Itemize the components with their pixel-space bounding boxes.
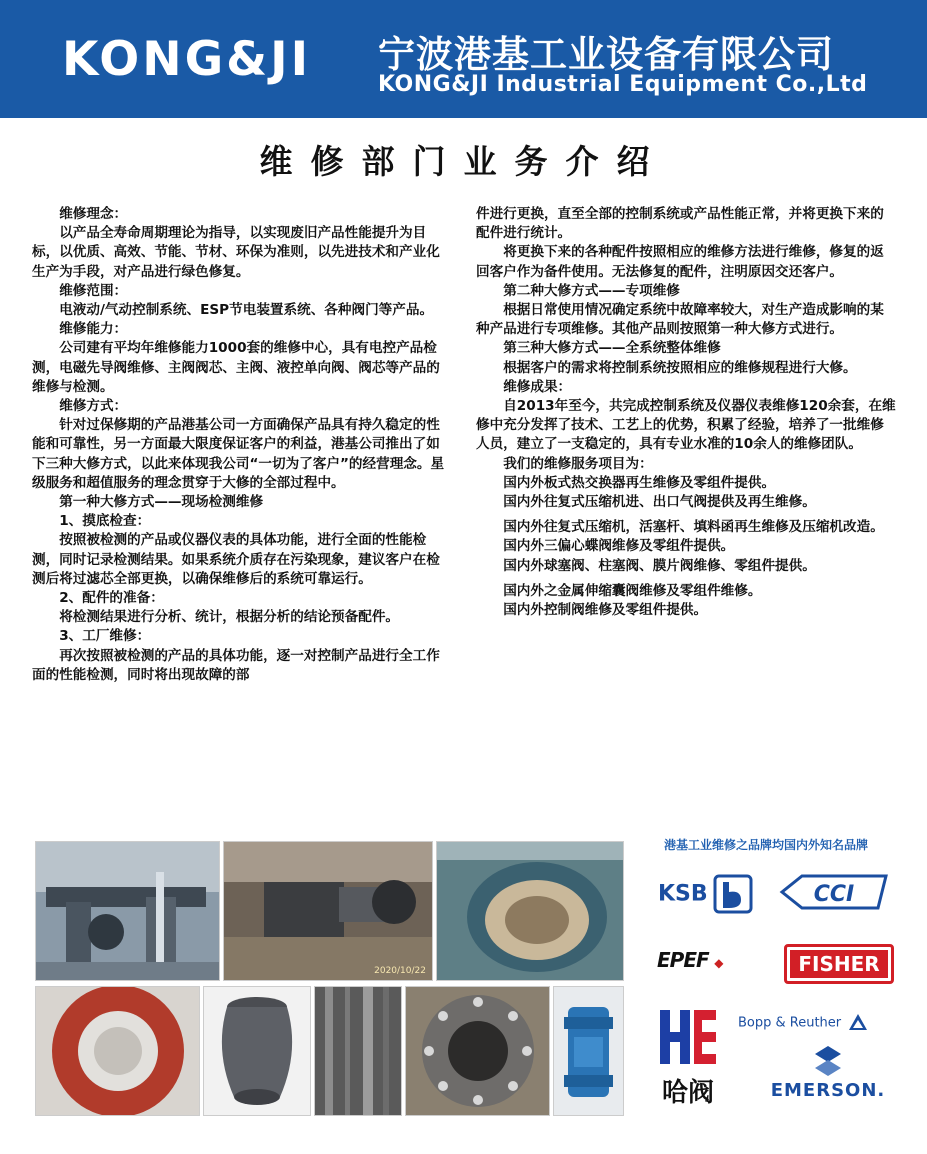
epef-mark-icon: ◆ — [714, 956, 724, 970]
heading-method: 维修方式： — [59, 398, 128, 415]
service-item: 国内外球塞阀、柱塞阀、膜片阀维修、零组件提供。 — [503, 557, 816, 574]
heading-concept: 维修理念： — [59, 206, 128, 222]
brand-epef — [657, 948, 723, 972]
company-name-cn: 宁波港基工业设备有限公司 — [378, 33, 834, 76]
fisher-label: FISHER — [790, 950, 888, 978]
heading-method-1: 第一种大修方式——现场检测维修 — [59, 494, 264, 511]
heading-step-3: 3、工厂维修： — [59, 628, 151, 645]
photo-date-stamp: 2020/10/22 — [374, 966, 426, 976]
paragraph-step-2: 将检测结果进行分析、统计，根据分析的结论预备配件。 — [59, 609, 400, 626]
brands-title: 港基工业维修之品牌均国内外知名品牌 — [664, 838, 869, 852]
paragraph-concept: 以产品全寿命周期理论为指导，以实现废旧产品性能提升为目标，以优质、高效、节能、节材、环保为准则，以先进技术和产业化生产为手段，对产品进行绿色修复。 — [32, 225, 440, 280]
paragraph-scope: 电液动/气动控制系统、ESP节电装置系统、各种阀门等产品。 — [59, 302, 434, 319]
paragraph-method-2: 根据日常使用情况确定系统中故障率较大，对生产造成影响的某种产品进行专项维修。其他产品则按照第一种大修方式进行。 — [476, 302, 884, 338]
paragraph-step-1: 按照被检测的产品或仪器仪表的具体功能，进行全面的性能检测，同时记录检测结果。如果系统介质存在污染现象，建议客户在检测后将过滤芯全部更换，以确保维修后的系统可靠运行。 — [32, 532, 440, 587]
service-item: 国内外板式热交换器再生维修及零组件提供。 — [503, 474, 776, 491]
ksb-logo-icon — [713, 874, 753, 914]
brand-ksb — [658, 874, 753, 914]
service-item: 国内外之金属伸缩囊阀维修及零组件维修。 — [503, 582, 762, 599]
brand-he — [656, 1006, 720, 1072]
brand-bopp-reuther — [738, 1012, 869, 1034]
header-banner — [0, 0, 927, 118]
paragraph-continue: 件进行更换，直至全部的控制系统或产品性能正常，并将更换下来的配件进行统计。 — [476, 206, 884, 242]
ksb-label: KSB — [658, 881, 708, 907]
left-column — [32, 205, 452, 685]
epef-label: EPEF — [657, 948, 709, 972]
paragraph-method: 针对过保修期的产品港基公司一方面确保产品具有持久稳定的性能和可靠性，另一方面最大限度保证客户的利益，港基公司推出了如下三种大修方式，以此来体现我公司“一切为了客户”的经营理念。星级服务和超值服务的理念贯穿于大修的全部过程中。 — [32, 417, 445, 491]
paragraph-capability: 公司建有平均年维修能力1000套的维修中心，具有电控产品检测，电磁先导阀维修、主阀阀芯、主阀、液控单向阀、阀芯等产品的维修与检测。 — [32, 340, 440, 395]
bopp-logo-icon — [847, 1012, 869, 1034]
page-title: 维修部门业务介绍 — [259, 142, 668, 181]
bopp-label: Bopp & Reuther — [738, 1015, 842, 1031]
svg-text:CCI: CCI — [813, 882, 855, 907]
heading-scope: 维修范围： — [59, 282, 128, 299]
heading-capability: 维修能力： — [59, 321, 128, 338]
photo-red-flange — [35, 986, 200, 1116]
heading-step-2: 2、配件的准备： — [59, 590, 164, 607]
photo-flange-bolts — [405, 986, 550, 1116]
photo-valve-interior — [436, 841, 624, 981]
service-item: 国内外往复式压缩机，活塞杆、填料函再生维修及压缩机改造。 — [503, 519, 884, 536]
right-column — [476, 205, 896, 620]
service-item: 国内外往复式压缩机进、出口气阀提供及再生维修。 — [503, 494, 816, 511]
service-item: 国内外控制阀维修及零组件提供。 — [503, 602, 708, 619]
paragraph-step-3: 再次按照被检测的产品的具体功能，逐一对控制产品进行全工作面的性能检测，同时将出现故障的部 — [32, 647, 440, 683]
heading-services: 我们的维修服务项目为： — [503, 455, 653, 472]
brand-hafa: 哈阀 — [662, 1078, 715, 1108]
brand-cci — [778, 872, 890, 916]
heading-step-1: 1、摸底检查： — [59, 513, 151, 530]
photo-blue-valve — [553, 986, 624, 1116]
he-logo-icon — [656, 1006, 720, 1068]
company-logo: KONG&JI — [62, 32, 312, 87]
company-name-en: KONG&JI Industrial Equipment Co.,Ltd — [378, 72, 868, 97]
photo-valve-body — [203, 986, 311, 1116]
heading-results: 维修成果： — [503, 378, 572, 395]
brand-emerson — [760, 1046, 896, 1101]
heading-method-2: 第二种大修方式——专项维修 — [503, 282, 680, 299]
service-item: 国内外三偏心蝶阀维修及零组件提供。 — [503, 538, 735, 555]
cci-logo-icon — [778, 872, 890, 912]
emerson-logo-icon — [815, 1046, 841, 1076]
photo-collage — [32, 838, 622, 1116]
photo-pipeline-valves — [35, 841, 220, 981]
paragraph-method-3: 根据客户的需求将控制系统按照相应的维修规程进行大修。 — [503, 359, 857, 376]
emerson-label: EMERSON. — [770, 1080, 886, 1101]
photo-actuator — [223, 841, 433, 981]
paragraph-repair-parts: 将更换下来的各种配件按照相应的维修方法进行维修，修复的返回客户作为备件使用。无法修复的配件，注明原因交还客户。 — [476, 244, 884, 280]
brand-fisher — [784, 944, 894, 984]
photo-machined-ring — [314, 986, 402, 1116]
paragraph-results: 自2013年至今，共完成控制系统及仪器仪表维修120余套，在维修中充分发挥了技术、工艺上的优势，积累了经验，培养了一批维修人员，建立了一支稳定的，具有专业水准的10余人的维修团队。 — [476, 398, 896, 453]
heading-method-3: 第三种大修方式——全系统整体维修 — [503, 340, 721, 357]
